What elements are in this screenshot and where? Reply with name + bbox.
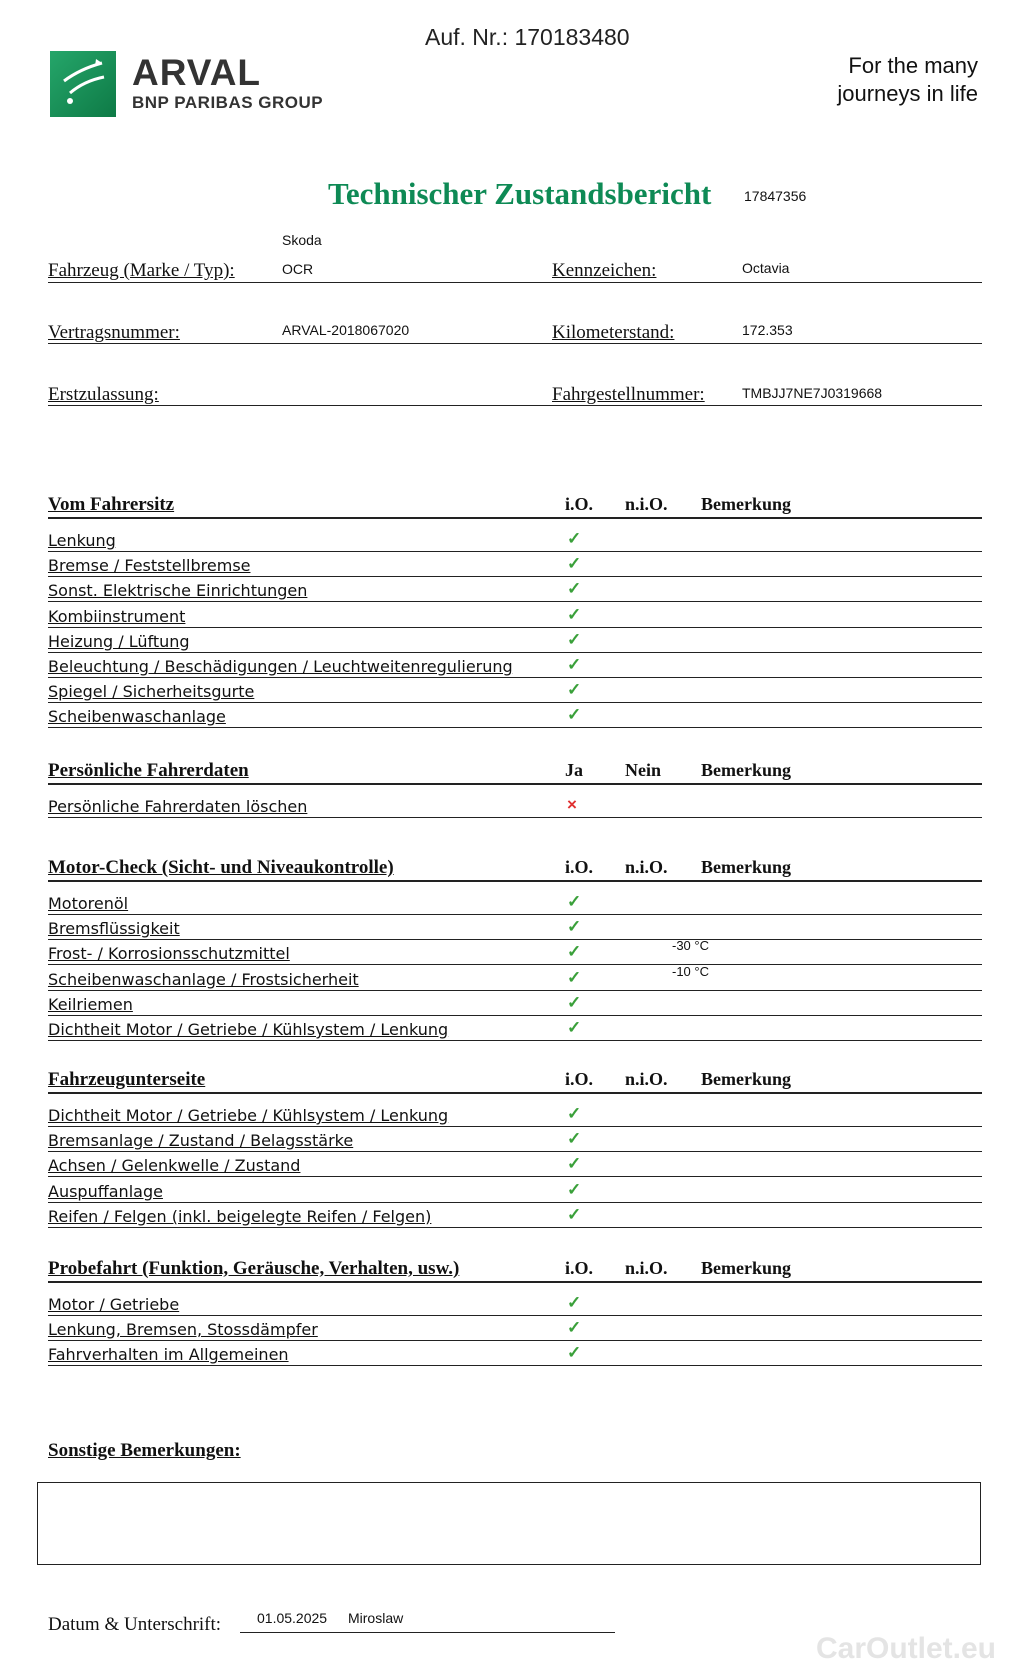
other-remarks-label: Sonstige Bemerkungen: [48, 1440, 241, 1461]
column-header: Bemerkung [701, 1258, 791, 1278]
check-item-note: -30 °C [672, 938, 709, 954]
check-item-label: Lenkung, Bremsen, Stossdämpfer [48, 1320, 318, 1340]
check-item-label: Sonst. Elektrische Einrichtungen [48, 581, 308, 601]
check-item-label: Fahrverhalten im Allgemeinen [48, 1345, 289, 1365]
brand-name: ARVAL [132, 52, 262, 93]
check-item-label: Motorenöl [48, 894, 129, 913]
column-header: Bemerkung [701, 494, 791, 514]
check-mark-icon: ✓ [567, 917, 582, 937]
check-item-label: Auspuffanlage [48, 1181, 163, 1201]
column-header: i.O. [565, 1258, 594, 1278]
column-header: i.O. [565, 494, 594, 514]
check-mark-icon: ✓ [567, 680, 582, 700]
check-mark-icon: ✓ [567, 1129, 582, 1149]
column-header: Nein [625, 760, 661, 780]
check-mark-icon: ✓ [567, 1154, 582, 1174]
check-mark-icon: ✓ [567, 1018, 582, 1037]
mileage-value: 172.353 [742, 322, 793, 338]
check-mark-icon: ✓ [567, 967, 582, 987]
check-item-label: Scheibenwaschanlage [48, 707, 226, 727]
vin-value: TMBJJ7NE7J0319668 [742, 385, 883, 401]
check-mark-icon: ✓ [567, 1293, 582, 1312]
check-mark-icon: ✓ [567, 1104, 582, 1123]
signature-date: 01.05.2025 [257, 1610, 328, 1626]
check-mark-icon: ✓ [567, 992, 582, 1012]
check-item-label: Scheibenwaschanlage / Frostsicherheit [48, 969, 359, 989]
check-item-label: Spiegel / Sicherheitsgurte [48, 682, 255, 702]
column-header: Ja [565, 760, 583, 780]
watermark: CarOutlet.eu [815, 1632, 996, 1665]
check-item-label: Frost- / Korrosionsschutzmittel [48, 944, 290, 964]
check-mark-icon: ✓ [567, 579, 582, 599]
column-header: Bemerkung [701, 760, 791, 780]
vehicle-type: OCR [282, 261, 314, 277]
check-item-label: Motor / Getriebe [48, 1295, 180, 1314]
check-mark-icon: ✓ [567, 629, 582, 649]
report-id: 17847356 [744, 188, 807, 204]
other-remarks-text [38, 1483, 980, 1499]
brand-group: BNP PARIBAS GROUP [132, 93, 324, 112]
check-item-label: Heizung / Lüftung [48, 631, 190, 651]
check-item-label: Keilriemen [48, 994, 133, 1014]
section-title: Fahrzeugunterseite [48, 1069, 206, 1090]
check-mark-icon: ✓ [567, 554, 582, 574]
plate-value: Octavia [742, 260, 790, 276]
check-item-label: Reifen / Felgen (inkl. beigelegte Reifen / Felgen) [48, 1206, 432, 1226]
check-item-label: Dichtheit Motor / Getriebe / Kühlsystem / Lenkung [48, 1106, 449, 1125]
vehicle-label: Fahrzeug (Marke / Typ): [48, 260, 235, 281]
contract-label: Vertragsnummer: [48, 322, 180, 343]
column-header: n.i.O. [625, 857, 668, 877]
column-header: Bemerkung [701, 1069, 791, 1089]
check-mark-icon: ✓ [567, 942, 582, 962]
column-header: i.O. [565, 857, 594, 877]
check-mark-icon: ✓ [567, 655, 582, 674]
plate-label: Kennzeichen: [552, 260, 657, 281]
registration-label: Erstzulassung: [48, 384, 159, 405]
order-number: Auf. Nr.: 170183480 [425, 24, 630, 50]
other-remarks-box [37, 1482, 981, 1565]
signature-label: Datum & Unterschrift: [48, 1614, 222, 1635]
column-header: n.i.O. [625, 1069, 668, 1089]
check-item-label: Bremsanlage / Zustand / Belagsstärke [48, 1131, 354, 1151]
check-item-label: Kombiinstrument [48, 606, 186, 626]
section-title: Probefahrt (Funktion, Geräusche, Verhalten, usw.) [48, 1258, 460, 1279]
check-item-label: Bremsflüssigkeit [48, 919, 180, 939]
contract-value: ARVAL-2018067020 [282, 322, 410, 338]
check-mark-icon: ✓ [567, 1204, 582, 1224]
signature-name: Miroslaw [348, 1610, 404, 1626]
check-item-label: Bremse / Feststellbremse [48, 556, 251, 576]
mileage-label: Kilometerstand: [552, 322, 675, 343]
check-mark-icon: ✓ [567, 705, 582, 725]
vehicle-make: Skoda [282, 232, 322, 248]
section-title: Motor-Check (Sicht- und Niveaukontrolle) [48, 857, 394, 878]
check-mark-icon: ✓ [567, 604, 582, 624]
column-header: n.i.O. [625, 494, 668, 514]
vin-label: Fahrgestellnummer: [552, 384, 705, 405]
column-header: i.O. [565, 1069, 594, 1089]
check-item-label: Achsen / Gelenkwelle / Zustand [48, 1156, 301, 1176]
section-title: Vom Fahrersitz [48, 494, 175, 515]
check-item-label: Dichtheit Motor / Getriebe / Kühlsystem / Lenkung [48, 1020, 449, 1039]
check-item-label: Lenkung [48, 531, 116, 550]
arval-logo [50, 51, 116, 117]
column-header: Bemerkung [701, 857, 791, 877]
check-item-label: Beleuchtung / Beschädigungen / Leuchtweitenregulierung [48, 657, 513, 676]
check-mark-icon: ✓ [567, 1318, 582, 1338]
tagline: For the many journeys in life [837, 53, 978, 106]
check-mark-icon: ✓ [567, 892, 582, 911]
section-title: Persönliche Fahrerdaten [48, 760, 249, 781]
check-mark-icon: ✓ [567, 529, 582, 548]
column-header: n.i.O. [625, 1258, 668, 1278]
check-item-note: -10 °C [672, 963, 709, 979]
report-title: Technischer Zustandsbericht [328, 176, 712, 211]
check-mark-icon: ✓ [567, 1343, 582, 1363]
check-item-label: Persönliche Fahrerdaten löschen [48, 797, 308, 816]
check-mark-icon: ✓ [567, 1179, 582, 1199]
cross-mark-icon: × [567, 795, 577, 814]
